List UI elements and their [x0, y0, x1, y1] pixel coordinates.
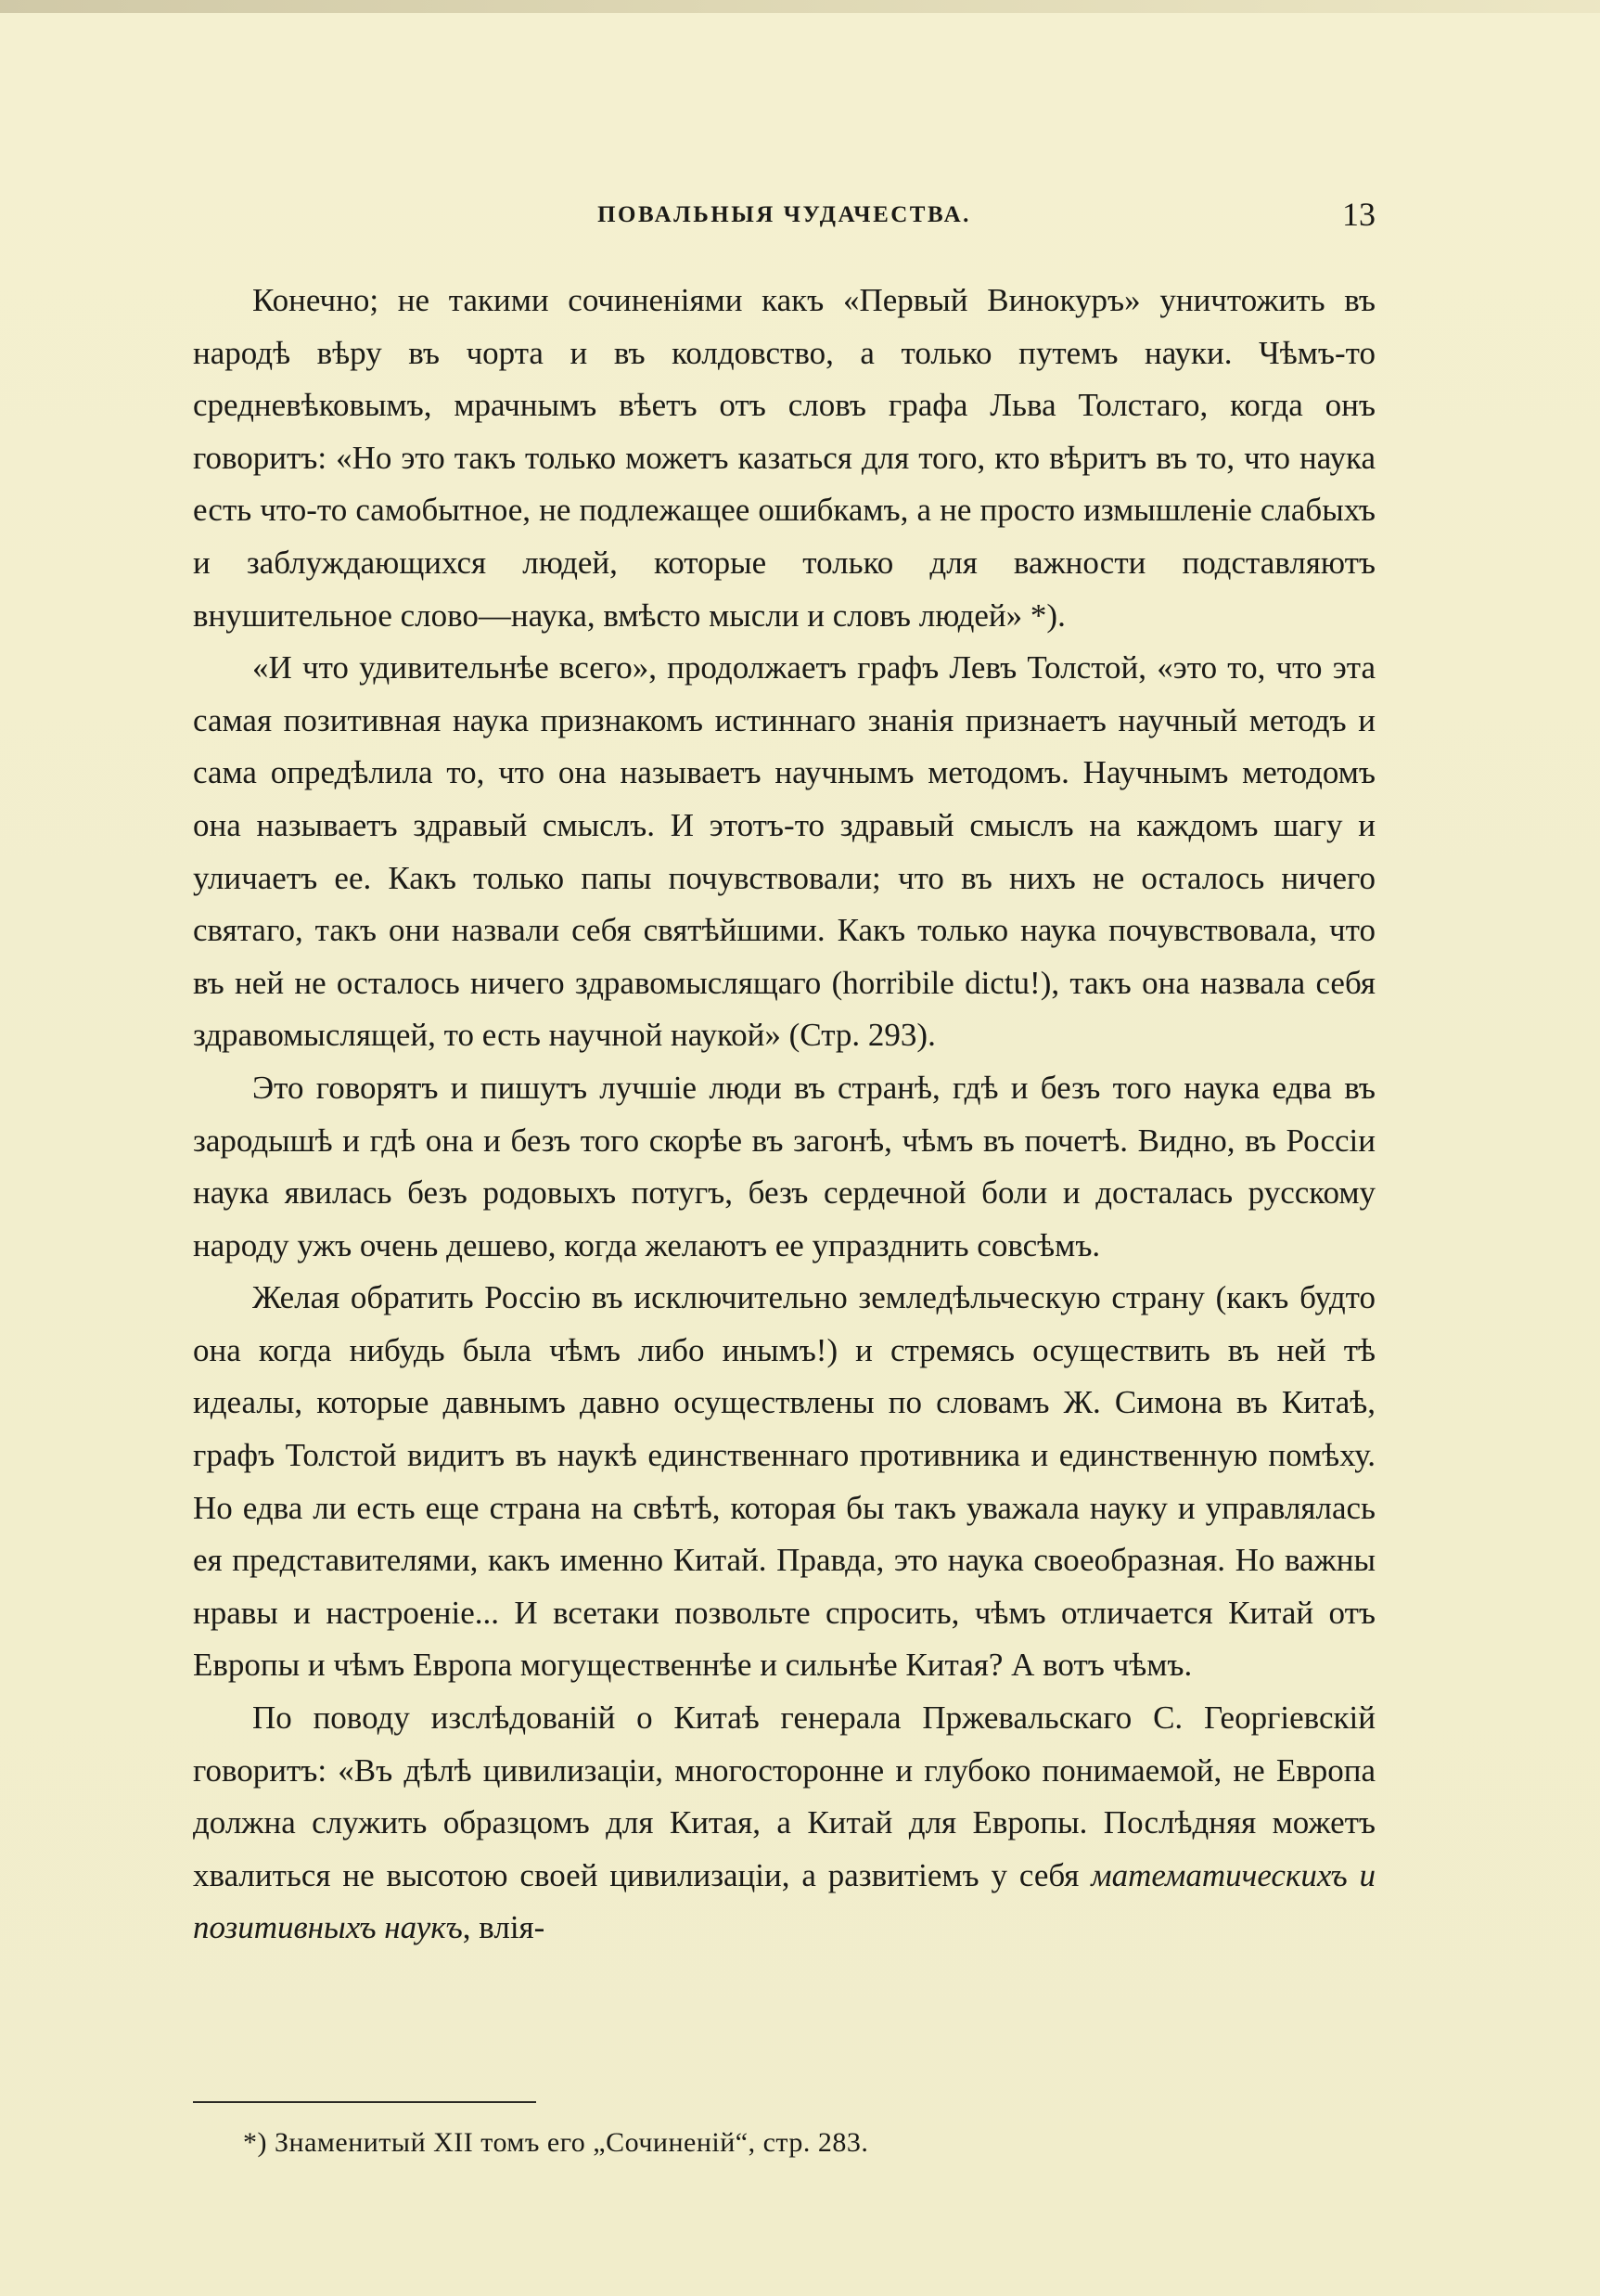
paragraph-4: Желая обратить Россію въ исключительно земледѣльческую страну (какъ будто она когда нибудь была чѣмъ либо инымъ!) и стремясь осуществить въ ней тѣ идеалы, которые давнымъ давно осуществлены по словамъ Ж. Симона въ Китаѣ, графъ Толстой видитъ въ наукѣ единственнаго противника и единственную помѣху. Но едва ли есть еще страна на свѣтѣ, которая бы такъ уважала науку и управлялась ея представителями, какъ именно Китай. Правда, это наука своеобразная. Но важны нравы и настроеніе... И всетаки позвольте спросить, чѣмъ отличается Китай отъ Европы и чѣмъ Европа могущественнѣе и сильнѣе Китая? А вотъ чѣмъ. — [193, 1279, 1376, 1684]
body-text — [193, 275, 1376, 1955]
paragraph-2: «И что удивительнѣе всего», продолжаетъ графъ Левъ Толстой, «это то, что эта самая позитивная наука признакомъ истиннаго знанія признаетъ научный методъ и сама опредѣлила то, что она называетъ научнымъ методомъ. Научнымъ методомъ она называетъ здравый смыслъ. И этотъ-то здравый смыслъ на каждомъ шагу и уличаетъ ее. Какъ только папы почувствовали; что въ нихъ не осталось ничего святаго, такъ они назвали себя святѣйшими. Какъ только наука почувствовала, что въ ней не осталось ничего здравомыслящаго (horribile dictu!), такъ она назвала себя здравомыслящей, то есть научной наукой» (Стр. 293). — [193, 649, 1376, 1054]
paragraph-5 — [193, 1692, 1376, 1955]
paragraph-5-text: По поводу изслѣдованій о Китаѣ генерала Пржевальскаго С. Георгіевскій говоритъ: «Въ дѣлѣ цивилизаціи, многосторонне и глубоко понимаемой, не Европа должна служить образцомъ для Китая, а Китай для Европы. Послѣдняя можетъ хвалиться не высотою своей цивилизаціи, а развитіемъ у себя — [193, 1700, 1376, 1893]
page-header — [193, 195, 1376, 241]
paragraph-5-italic: математическихъ и позитивныхъ наукъ — [193, 1856, 1376, 1946]
footnote: *) Знаменитый XII томъ его „Сочиненій“, стр. 283. — [243, 2127, 869, 2158]
paragraph-1: Конечно; не такими сочиненіями какъ «Первый Винокуръ» уничтожить въ народѣ вѣру въ чорта и въ колдовство, а только путемъ науки. Чѣмъ-то средневѣковымъ, мрачнымъ вѣетъ отъ словъ графа Льва Толстаго, когда онъ говоритъ: «Но это такъ только можетъ казаться для того, кто вѣритъ въ то, что наука есть что-то самобытное, не подлежащее ошибкамъ, а не просто измышленіе слабыхъ и заблуждающихся людей, которые только для важности подставляютъ внушительное слово—наука, вмѣсто мысли и словъ людей» *). — [193, 282, 1376, 634]
running-title: ПОВАЛЬНЫЯ ЧУДАЧЕСТВА. — [597, 202, 971, 227]
page-number: 13 — [1342, 196, 1376, 233]
footnote-rule — [193, 2101, 536, 2103]
paragraph-3: Это говорятъ и пишутъ лучшіе люди въ странѣ, гдѣ и безъ того наука едва въ зародышѣ и гдѣ она и безъ того скорѣе въ загонѣ, чѣмъ въ почетѣ. Видно, въ Россіи наука явилась безъ родовыхъ потугъ, безъ сердечной боли и досталась русскому народу ужъ очень дешево, когда желаютъ ее упразднить совсѣмъ. — [193, 1069, 1376, 1263]
page-top-edge — [0, 0, 1600, 13]
paragraph-5-tail: , влія- — [462, 1909, 545, 1946]
